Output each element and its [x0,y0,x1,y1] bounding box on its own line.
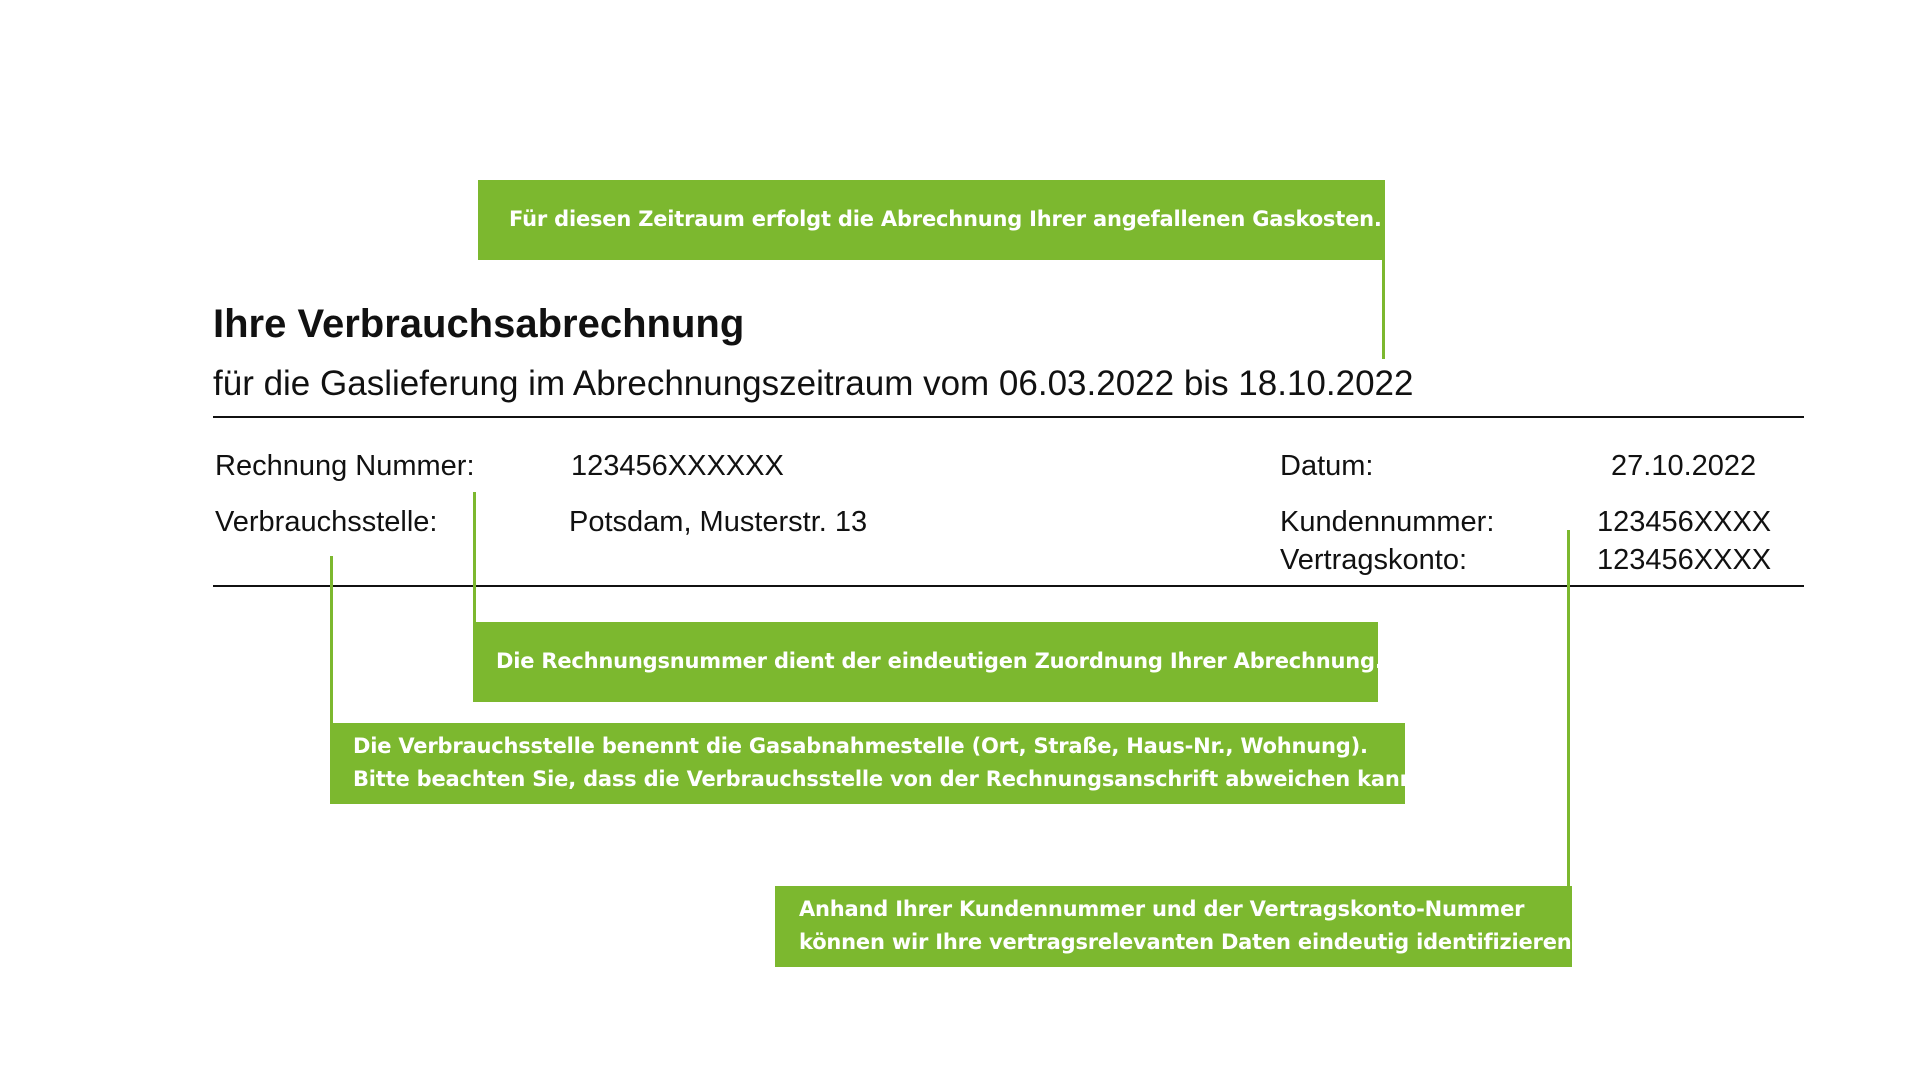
connector-billing-period [1382,180,1385,359]
connector-customer-number [1567,530,1570,886]
page-title: Ihre Verbrauchsabrechnung [213,302,745,346]
callout-consumption-point-line-1: Die Verbrauchsstelle benennt die Gasabnahmestelle (Ort, Straße, Haus-Nr., Wohnung). [353,734,1368,758]
contract-account-label: Vertragskonto: [1280,544,1467,576]
consumption-point-value: Potsdam, Musterstr. 13 [569,506,868,538]
callout-consumption-point-line-2: Bitte beachten Sie, dass die Verbrauchsstelle von der Rechnungsanschrift abweichen kann. [353,767,1423,791]
callout-customer-number-line-2: können wir Ihre vertragsrelevanten Daten eindeutig identifizieren. [799,930,1580,954]
contract-account-value: 123456XXXX [1597,544,1772,576]
callout-invoice-number [473,622,1383,702]
callout-billing-period-line-1: Für diesen Zeitraum erfolgt die Abrechnung Ihrer angefallenen Gaskosten. [509,207,1382,231]
connector-consumption-point [330,556,333,723]
consumption-point-label: Verbrauchsstelle: [215,506,438,538]
invoice-number-label: Rechnung Nummer: [215,450,475,482]
customer-number-label: Kundennummer: [1280,506,1495,538]
bottom-divider [213,585,1804,587]
callout-billing-period [478,180,1385,260]
callout-invoice-number-line-1: Die Rechnungsnummer dient der eindeutigen Zuordnung Ihrer Abrechnung. [496,649,1383,673]
invoice-number-value: 123456XXXXXX [571,450,784,482]
callout-customer-number-line-1: Anhand Ihrer Kundennummer und der Vertragskonto-Nummer [799,897,1525,921]
top-divider [213,416,1804,418]
date-value: 27.10.2022 [1611,450,1757,482]
connector-invoice-number [473,492,476,622]
customer-number-value: 123456XXXX [1597,506,1772,538]
date-label: Datum: [1280,450,1374,482]
page-subtitle: für die Gaslieferung im Abrechnungszeitraum vom 06.03.2022 bis 18.10.2022 [213,364,1414,403]
callout-customer-number [775,886,1580,967]
callout-consumption-point [330,723,1423,804]
